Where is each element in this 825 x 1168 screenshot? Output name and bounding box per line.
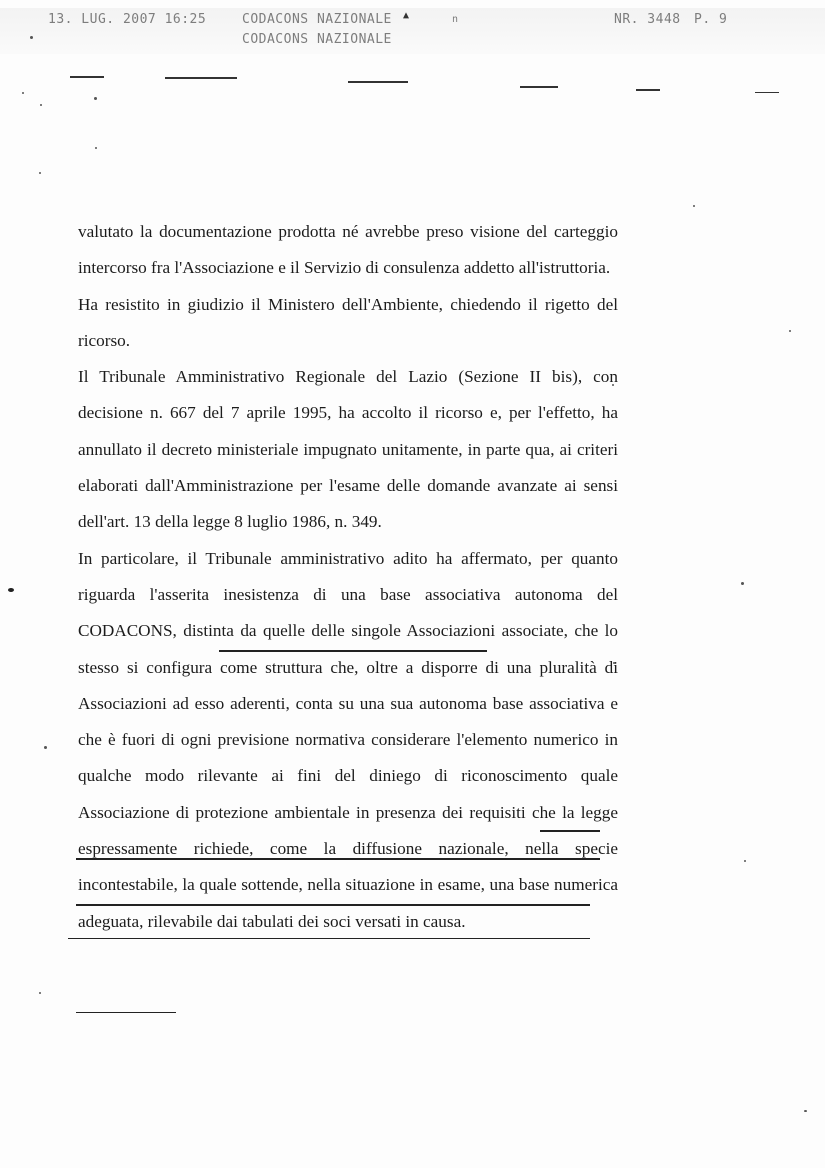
pen-underline <box>219 650 487 652</box>
fax-header-mark-secondary: n <box>452 14 459 25</box>
paragraph: valutato la documentazione prodotta né avrebbe preso visione del carteggio intercorso fra l'Associazione e il Servizio di consulenza addetto all'istruttoria. <box>78 222 618 278</box>
scan-speck <box>693 205 695 207</box>
scan-artifact-line <box>165 77 237 79</box>
scan-artifact-line <box>636 89 660 91</box>
pen-underline <box>76 858 600 860</box>
fax-transmission-header <box>0 8 825 54</box>
pen-underline <box>540 830 600 832</box>
paragraph: Ha resistito in giudizio il Ministero dell'Ambiente, chiedendo il rigetto del ricorso. <box>78 294 618 350</box>
scan-speck <box>8 588 14 592</box>
fax-page-number: P. 9 <box>694 12 728 27</box>
fax-sender-name-repeat: CODACONS NAZIONALE <box>242 32 392 47</box>
pen-underline <box>76 1012 176 1013</box>
fax-number: NR. 3448 <box>614 12 681 27</box>
scan-speck <box>44 746 47 749</box>
scan-artifact-line <box>755 92 779 93</box>
scan-speck <box>744 860 746 862</box>
fax-date-time: 13. LUG. 2007 16:25 <box>48 12 207 27</box>
scan-speck <box>40 104 42 106</box>
scan-artifact-line <box>70 76 104 78</box>
fax-sender-name: CODACONS NAZIONALE <box>242 12 392 27</box>
document-body <box>78 214 618 940</box>
scan-artifact-line <box>520 86 558 88</box>
scan-speck <box>39 992 41 994</box>
scan-artifact-line <box>348 81 408 83</box>
pen-underline <box>68 938 590 939</box>
scan-speck <box>94 97 97 100</box>
scan-speck <box>741 582 744 585</box>
scan-speck <box>804 1110 807 1112</box>
paragraph: Il Tribunale Amministrativo Regionale del Lazio (Sezione II bis), con decisione n. 667 del 7 aprile 1995, ha accolto il ricorso e, per l'effetto, ha annullato il decreto ministeriale impugnato unitamente, in parte qua, ai criteri elaborati dall'Amministrazione per l'esame delle domande avanzate ai sensi dell'art. 13 della legge 8 luglio 1986, n. 349. <box>78 367 618 532</box>
paragraph: In particolare, il Tribunale amministrativo adito ha affermato, per quanto riguarda l'asserita inesistenza di una base associativa autonoma del CODACONS, distinta da quelle delle singole Associazioni associate, che lo stesso si configura come struttura che, oltre a disporre di una pluralità di Associazioni ad esso aderenti, conta su una sua autonoma base associativa e che è fuori di ogni previsione normativa considerare l'elemento numerico in qualche modo rilevante ai fini del diniego di riconoscimento quale Associazione di protezione ambientale in presenza dei requisiti che la legge espressamente richiede, come la diffusione nazionale, nella specie incontestabile, la quale sottende, nella situazione in esame, una base numerica adeguata, rilevabile dai tabulati dei soci versati in causa. <box>78 548 618 931</box>
scan-speck <box>22 92 24 94</box>
scan-speck <box>39 172 41 174</box>
fax-header-mark: ▲ <box>403 10 410 21</box>
pen-underline <box>76 904 590 906</box>
scan-speck <box>789 330 791 332</box>
scan-speck <box>95 147 97 149</box>
scan-speck <box>30 36 33 39</box>
